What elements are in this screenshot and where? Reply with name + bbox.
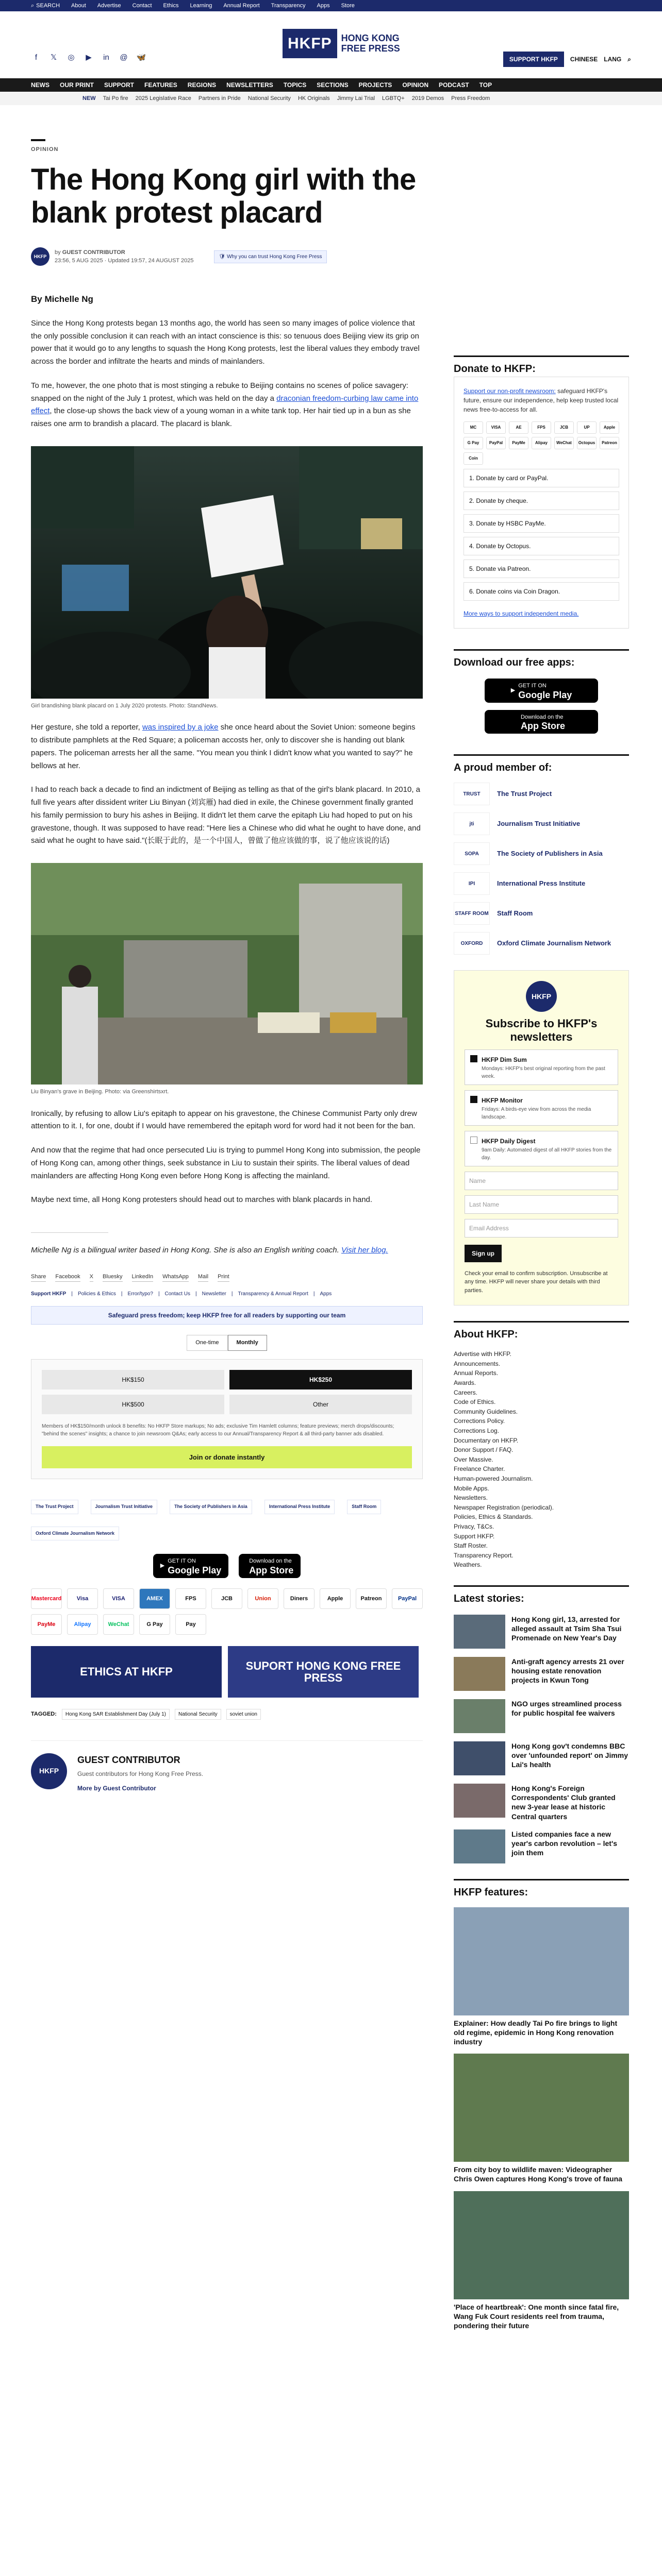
linkedin-icon[interactable]: in	[103, 53, 109, 62]
tags	[31, 1709, 423, 1720]
footer-link[interactable]: Transparency & Annual Report	[238, 1291, 308, 1297]
feature-image	[454, 2054, 629, 2162]
octopus-icon: Octopus	[577, 437, 597, 449]
member-item[interactable]: IPI International Press Institute	[454, 872, 629, 895]
checkbox[interactable]	[470, 1137, 477, 1144]
apple-pay-icon: Pay	[175, 1614, 206, 1635]
donate-option[interactable]: 3. Donate by HSBC PayMe.	[464, 514, 619, 533]
trending-bar	[0, 92, 662, 105]
paragraph: And now that the regime that had once persecuted Liu is trying to pummel Hong Kong into submission, the people of Hong Kong can, among other things, seek substance in Liu to sustain their spirits. The liberal values of dead mainlanders are affecting Hong Kong even before Hong Kong is affecting the mainland.	[31, 1146, 421, 1180]
join-donate-button[interactable]: Join or donate instantly	[42, 1446, 412, 1469]
newsletter-option[interactable]: HKFP Daily Digest 9am Daily: Automated digest of all HKFP stories from the day.	[465, 1131, 618, 1166]
nav-item-topics[interactable]: TOPICS	[283, 81, 307, 89]
amex-icon: AE	[509, 421, 528, 434]
threads-icon[interactable]: @	[120, 53, 128, 62]
visa-icon: VISA	[486, 421, 506, 434]
share-label: Share	[31, 1273, 46, 1282]
share-linkedin[interactable]: LinkedIn	[132, 1273, 154, 1282]
about-heading: About HKFP:	[454, 1321, 629, 1342]
payme-icon: PayMe	[31, 1614, 62, 1635]
about-link[interactable]: Weathers.	[454, 1561, 482, 1569]
paragraph: Her gesture, she told a reporter, was inspired by a joke she once heard about the Soviet Union: someone begins to distribute pamphlets at the Red Square; a policeman accosts her, only to discover she is handing out blank papers. The policeman arrests her all the same. "You mean you think I didn't know what you wanted to say?" he bellows at her.	[31, 723, 416, 770]
sidebar	[454, 355, 629, 2330]
about-link[interactable]: Announcements.	[454, 1360, 501, 1367]
coin-icon: Coin	[464, 452, 483, 465]
language-link[interactable]: LANG	[604, 56, 622, 63]
topbar-link-contact[interactable]: Contact	[132, 2, 152, 9]
share-bar	[31, 1273, 423, 1282]
about-link[interactable]: Careers.	[454, 1388, 478, 1396]
footer-link[interactable]: Contact Us	[164, 1291, 191, 1297]
trending-item[interactable]: 2025 Legislative Race	[135, 95, 191, 101]
donate-option[interactable]: 5. Donate via Patreon.	[464, 560, 619, 578]
paypal-icon: PayPal	[486, 437, 506, 449]
trending-item[interactable]: Press Freedom	[451, 95, 490, 101]
wechat-pay-icon: WeChat	[103, 1614, 134, 1635]
more-ways-link[interactable]: More ways to support independent media.	[464, 610, 579, 617]
footer-link[interactable]: Policies & Ethics	[77, 1291, 116, 1297]
nav-item-features[interactable]: FEATURES	[144, 81, 177, 89]
feature-story[interactable]: From city boy to wildlife maven: Videographer Chris Owen captures Hong Kong's trove of fauna	[454, 2054, 629, 2183]
topbar-link-transparency[interactable]: Transparency	[271, 2, 306, 9]
nav-item-opinion[interactable]: OPINION	[402, 81, 428, 89]
play-icon: ▶	[160, 1563, 165, 1569]
app-store-button[interactable]: Download on the App Store	[239, 1554, 301, 1578]
support-banner[interactable]: SUPORT HONG KONG FREE PRESS	[228, 1646, 419, 1698]
social-links	[31, 53, 146, 63]
newsletter-footer: Check your email to confirm subscription. Unsubscribe at any time. HKFP will never share your details with third parties.	[465, 1270, 608, 1294]
about-link[interactable]: Staff Roster.	[454, 1542, 488, 1550]
latest-story[interactable]: Anti-graft agency arrests 21 over housing estate renovation projects in Kwun Tong	[454, 1657, 629, 1691]
member-benefits-note: Members of HK$150/month unlock 8 benefits: No HKFP Store markups; No ads; exclusive Tim Hamlett columns; feature previews; merch drops/discounts; "behind the scenes" insights; a chance to join newsroom Q&As; early access to our Annual/Transparency Report & all third-party banner ads disabled.	[42, 1423, 394, 1437]
top-utility-bar	[0, 0, 662, 11]
about-link[interactable]: Newsletters.	[454, 1494, 488, 1502]
tag[interactable]: National Security	[175, 1709, 221, 1720]
trending-item[interactable]: Partners in Pride	[198, 95, 241, 101]
nav-item-projects[interactable]: PROJECTS	[358, 81, 392, 89]
app-store-buttons	[31, 1554, 423, 1578]
ipi-logo[interactable]: International Press Institute	[264, 1500, 335, 1514]
byline-text: by GUEST CONTRIBUTOR 23:56, 5 AUG 2025 · Updated 19:57, 24 AUGUST 2025	[55, 248, 193, 265]
member-item[interactable]: OXFORD Oxford Climate Journalism Network	[454, 932, 629, 955]
visa-icon: VISA	[103, 1588, 134, 1609]
share-whatsapp[interactable]: WhatsApp	[162, 1273, 189, 1282]
facebook-icon[interactable]: f	[35, 53, 38, 62]
story-thumbnail	[454, 1699, 505, 1733]
share-facebook[interactable]: Facebook	[55, 1273, 80, 1282]
about-link[interactable]: Newspaper Registration (periodical).	[454, 1503, 554, 1511]
toggle-one-time[interactable]: One-time	[187, 1335, 227, 1351]
paragraph: To me, however, the one photo that is most stinging a rebuke to Beijing contains no scenes of police savagery: snapped on the night of the July 1 protest, which was held on the day a draconian freedom-curbing law came into effect, the close-up shows the back view of a young woman in a white tank top. Her hair tied up in a bun as she raises one arm to brandish a placard. The placard is blank.	[31, 381, 419, 429]
donate-heading: Donate to HKFP:	[454, 355, 629, 377]
google-play-button[interactable]: ▶ GET IT ON Google Play	[153, 1554, 229, 1578]
newsletter-title: Subscribe to HKFP's newsletters	[485, 1017, 598, 1044]
jti-logo[interactable]: Journalism Trust Initiative	[91, 1500, 158, 1514]
site-header	[0, 11, 662, 78]
about-link[interactable]: Human-powered Journalism.	[454, 1475, 533, 1482]
trending-item[interactable]: Tai Po fire	[103, 95, 128, 101]
amount-option-selected[interactable]: HK$250	[229, 1370, 412, 1389]
story-thumbnail	[454, 1829, 505, 1863]
trending-item[interactable]: 2019 Demos	[411, 95, 444, 101]
apple-pay-icon: Apple	[320, 1588, 351, 1609]
donation-widget	[31, 1359, 423, 1480]
google-pay-icon: G Pay	[139, 1614, 170, 1635]
sign-up-button[interactable]: Sign up	[465, 1245, 502, 1262]
topbar-search[interactable]: ⌕ SEARCH	[31, 2, 60, 10]
instagram-icon[interactable]: ◎	[68, 53, 75, 62]
about-link[interactable]: Donor Support / FAQ.	[454, 1446, 514, 1454]
footer-link[interactable]: Newsletter	[202, 1291, 226, 1297]
trust-project-logo[interactable]: The Trust Project	[31, 1500, 78, 1514]
tag[interactable]: Hong Kong SAR Establishment Day (July 1)	[62, 1709, 170, 1720]
author-card	[31, 1740, 423, 1793]
jcb-icon: JCB	[211, 1588, 242, 1609]
article-dates: 23:56, 5 AUG 2025 · Updated 19:57, 24 AUGUST 2025	[55, 258, 194, 264]
photo-caption: Liu Binyan's grave in Beijing. Photo: via Greenshirtsxrt.	[31, 1089, 169, 1095]
topbar-link-advertise[interactable]: Advertise	[97, 2, 121, 9]
jcb-icon: JCB	[554, 421, 574, 434]
alipay-icon: Alipay	[67, 1614, 98, 1635]
trending-item[interactable]: National Security	[247, 95, 291, 101]
member-item[interactable]: jti Journalism Trust Initiative	[454, 812, 629, 835]
share-x[interactable]: X	[90, 1273, 93, 1282]
author-card-name[interactable]: GUEST CONTRIBUTOR	[77, 1754, 180, 1765]
photo-caption: Girl brandishing blank placard on 1 July 2020 protests. Photo: StandNews.	[31, 702, 218, 709]
divider	[31, 1232, 108, 1233]
share-bluesky[interactable]: Bluesky	[103, 1273, 123, 1282]
kicker-rule	[31, 139, 45, 141]
alipay-icon: Alipay	[532, 437, 551, 449]
blog-link[interactable]: Visit her blog.	[341, 1246, 388, 1255]
features-heading: HKFP features:	[454, 1879, 629, 1900]
unionpay-icon: Union	[247, 1588, 278, 1609]
byline	[31, 247, 423, 266]
nav-item-news[interactable]: NEWS	[31, 81, 49, 89]
diners-icon: Diners	[284, 1588, 315, 1609]
nav-item-regions[interactable]: REGIONS	[187, 81, 217, 89]
member-item[interactable]: STAFF ROOM Staff Room	[454, 902, 629, 925]
story-thumbnail	[454, 1615, 505, 1649]
ethics-banner[interactable]: ETHICS AT HKFP	[31, 1646, 222, 1698]
chinese-link[interactable]: CHINESE	[570, 56, 598, 63]
mastercard-icon: Mastercard	[31, 1588, 62, 1609]
sidebar-app-buttons	[454, 679, 629, 734]
topbar-link-apps[interactable]: Apps	[317, 2, 330, 9]
paragraph: Maybe next time, all Hong Kong protesters should head out to marches with blank placards in hand.	[31, 1195, 373, 1205]
logo-mark: HKFP	[283, 29, 337, 58]
share-print[interactable]: Print	[218, 1273, 229, 1282]
author-bio: Michelle Ng is a bilingual writer based in Hong Kong. She is also an English writing coach. Visit her blog.	[31, 1246, 388, 1255]
about-link[interactable]: Support HKFP.	[454, 1532, 495, 1540]
member-item[interactable]: SOPA The Society of Publishers in Asia	[454, 842, 629, 865]
promo-banners	[31, 1646, 423, 1698]
amount-option[interactable]: HK$500	[42, 1395, 224, 1414]
inline-link[interactable]: draconian freedom-curbing law came into effect	[31, 394, 419, 416]
visa-icon: Visa	[67, 1588, 98, 1609]
paypal-icon: PayPal	[392, 1588, 423, 1609]
apps-heading: Download our free apps:	[454, 649, 629, 670]
inline-link[interactable]: was inspired by a joke	[142, 723, 219, 732]
footer-link[interactable]: Support HKFP	[31, 1291, 67, 1297]
support-link[interactable]: Support our non-profit newsroom:	[464, 387, 556, 395]
topbar-link-learning[interactable]: Learning	[190, 2, 212, 9]
header-actions	[503, 52, 631, 67]
tag[interactable]: soviet union	[226, 1709, 261, 1720]
story-thumbnail	[454, 1784, 505, 1818]
about-link[interactable]: Privacy, T&Cs.	[454, 1522, 494, 1530]
about-link[interactable]: Over Massive.	[454, 1455, 493, 1463]
author-card-avatar[interactable]: HKFP	[31, 1753, 67, 1789]
newsletter-option[interactable]: HKFP Monitor Fridays: A birds-eye view from across the media landscape.	[465, 1090, 618, 1126]
paragraph: I had to reach back a decade to find an indictment of Beijing as telling as that of the girl's blank placard. In 2010, a full five years after dissident writer Liu Binyan (刘宾雁) had died in exile, the Chinese government finally granted his family permission to bury his ashes in Beijing. It didn't let them carve the epitaph Liu had hoped to put on his gravestone, though. It was supposed to have read: "Here lies a Chinese who did what he ought to have done, and said what he ought to have said."(长眠于此的，是一个中国人，曾做了他应该做的事，说了他应该说的话)	[31, 785, 421, 845]
logo-wordmark: HONG KONG FREE PRESS	[341, 32, 400, 54]
x-icon[interactable]: 𝕏	[50, 53, 57, 62]
topbar-link-ethics[interactable]: Ethics	[163, 2, 179, 9]
latest-story[interactable]: Hong Kong gov't condemns BBC over 'unfounded report' on Jimmy Lai's health	[454, 1741, 629, 1775]
donate-option[interactable]: 1. Donate by card or PayPal.	[464, 469, 619, 487]
article-kicker[interactable]: OPINION	[31, 146, 59, 152]
search-icon[interactable]: ⌕	[627, 56, 631, 63]
trending-item[interactable]: Jimmy Lai Trial	[337, 95, 375, 101]
main-nav	[0, 78, 662, 92]
more-by-author-link[interactable]: More by Guest Contributor	[77, 1784, 156, 1792]
nav-item-our-print[interactable]: OUR PRINT	[60, 81, 94, 89]
about-link[interactable]: Corrections Policy.	[454, 1417, 505, 1425]
donate-box: Support our non-profit newsroom: safeguard HKFP's future, ensure our independence, help keep trusted local news free-to-access for all. MC VISA AE FPS JCB UP Apple G Pay PayPal PayMe Alipay WeChat Octopus Patreon Coin 1. Donate by card or PayPal. 2. Donate by cheque. 3. Donate by HSBC PayMe. 4. Donate by Octopus. 5. Donate via Patreon. 6. Donate coins via Coin Dragon. More ways to support independent media.	[454, 377, 629, 629]
grave-photo	[31, 863, 423, 1084]
bluesky-icon[interactable]: 🦋	[136, 53, 146, 62]
fps-icon: FPS	[175, 1588, 206, 1609]
site-logo[interactable]	[283, 29, 400, 58]
member-heading: A proud member of:	[454, 754, 629, 775]
nav-item-top[interactable]: TOP	[479, 81, 492, 89]
newsletter-badge: HKFP	[526, 981, 557, 1012]
checkbox-checked[interactable]	[470, 1096, 477, 1103]
safeguard-banner[interactable]: Safeguard press freedom; keep HKFP free for all readers by supporting our team	[31, 1306, 423, 1325]
play-icon: ▶	[510, 687, 516, 693]
paragraph: Ironically, by refusing to allow Liu's epitaph to appear on his gravestone, the Chinese Communist Party only drew attention to it. I, for one, doubt if I would have remembered the epitaph word for word had it not been for the ban.	[31, 1109, 417, 1131]
topbar-link-store[interactable]: Store	[341, 2, 355, 9]
about-link[interactable]: Corrections Log.	[454, 1427, 500, 1435]
apple-pay-icon: Apple	[600, 421, 619, 434]
feature-image	[454, 1907, 629, 2015]
author-line: By Michelle Ng	[31, 294, 93, 304]
member-item[interactable]: TRUST The Trust Project	[454, 783, 629, 805]
patreon-icon: Patreon	[600, 437, 619, 449]
article	[31, 139, 423, 1793]
newsletter-signup	[454, 970, 629, 1306]
app-store-button[interactable]: Download on the App Store	[485, 710, 598, 734]
tagged-label: TAGGED:	[31, 1711, 57, 1718]
nav-item-podcast[interactable]: PODCAST	[438, 81, 469, 89]
support-hkfp-button[interactable]: SUPPORT HKFP	[503, 52, 564, 67]
trending-item[interactable]: HK Originals	[297, 95, 330, 101]
search-icon: ⌕	[31, 2, 35, 9]
about-link[interactable]: Mobile Apps.	[454, 1484, 489, 1492]
oxford-logo[interactable]: Oxford Climate Journalism Network	[31, 1527, 119, 1541]
article-title: The Hong Kong girl with the blank protest placard	[31, 162, 416, 230]
about-link[interactable]: Community Guidelines.	[454, 1408, 518, 1415]
story-thumbnail	[454, 1741, 505, 1775]
feature-story[interactable]: Explainer: How deadly Tai Po fire brings to light old regime, epidemic in Hong Kong renovation industry	[454, 1907, 629, 2047]
author-avatar[interactable]: HKFP	[31, 247, 49, 266]
payme-icon: PayMe	[509, 437, 528, 449]
google-pay-icon: G Pay	[464, 437, 483, 449]
about-list	[454, 1349, 629, 1570]
toggle-monthly[interactable]: Monthly	[228, 1335, 267, 1351]
fps-icon: FPS	[532, 421, 551, 434]
trending-label: NEW	[82, 95, 96, 101]
email-field[interactable]: Email Address	[465, 1219, 618, 1238]
amount-option[interactable]: HK$150	[42, 1370, 224, 1389]
mastercard-icon: MC	[464, 421, 483, 434]
sopa-logo[interactable]: The Society of Publishers in Asia	[170, 1500, 252, 1514]
latest-story[interactable]: Hong Kong's Foreign Correspondents' Club granted new 3-year lease at historic Central quarters	[454, 1784, 629, 1821]
about-link[interactable]: Awards.	[454, 1379, 476, 1387]
about-link[interactable]: Transparency Report.	[454, 1551, 514, 1559]
payment-methods	[31, 1588, 423, 1635]
author-card-desc: Guest contributors for Hong Kong Free Press.	[77, 1770, 204, 1777]
topbar-link-about[interactable]: About	[71, 2, 86, 9]
footer-link[interactable]: Error/typo?	[127, 1291, 153, 1297]
donation-frequency-toggle	[31, 1335, 423, 1351]
nav-item-newsletters[interactable]: NEWSLETTERS	[226, 81, 273, 89]
article-footer-links: Support HKFP | Policies & Ethics | Error/typo? | Contact Us | Newsletter | Transparency & Annual Report | Apps	[31, 1291, 332, 1297]
wechat-pay-icon: WeChat	[554, 437, 574, 449]
footer-link[interactable]: Apps	[320, 1291, 332, 1297]
author-link[interactable]: GUEST CONTRIBUTOR	[62, 249, 125, 256]
donate-option[interactable]: 4. Donate by Octopus.	[464, 537, 619, 555]
donate-option[interactable]: 6. Donate coins via Coin Dragon.	[464, 582, 619, 601]
share-mail[interactable]: Mail	[198, 1273, 208, 1282]
protest-photo	[31, 446, 423, 699]
about-link[interactable]: Code of Ethics.	[454, 1398, 496, 1406]
feature-story[interactable]: 'Place of heartbreak': One month since fatal fire, Wang Fuk Court residents reel from trauma, pondering their future	[454, 2191, 629, 2331]
youtube-icon[interactable]: ▶	[86, 53, 92, 62]
partner-logos	[31, 1500, 423, 1540]
paragraph: Since the Hong Kong protests began 13 months ago, the world has seen so many images of police violence that the only possible conclusion it can reach with an intact conscience is this: so tenuous does Beijing view its grip on power that it would go to any lengths to squash the Hong Kong protests, lest the liberal values they embody travel across the border and infiltrate the hearts and minds of mainlanders.	[31, 318, 420, 366]
amount-option-other[interactable]: Other	[229, 1395, 412, 1414]
unionpay-icon: UP	[577, 421, 597, 434]
latest-story[interactable]: NGO urges streamlined process for public hospital fee waivers	[454, 1699, 629, 1733]
name-field[interactable]: Name	[465, 1172, 618, 1190]
checkbox-checked[interactable]	[470, 1055, 477, 1062]
trending-item[interactable]: LGBTQ+	[382, 95, 405, 101]
last-name-field[interactable]: Last Name	[465, 1195, 618, 1214]
newsletter-option[interactable]: HKFP Dim Sum Mondays: HKFP's best original reporting from the past week.	[465, 1049, 618, 1085]
latest-heading: Latest stories:	[454, 1585, 629, 1606]
donate-pay-icons	[464, 421, 619, 465]
patreon-icon: Patreon	[356, 1588, 387, 1609]
about-link[interactable]: Annual Reports.	[454, 1369, 499, 1377]
nav-item-support[interactable]: SUPPORT	[104, 81, 135, 89]
about-link[interactable]: Freelance Charter.	[454, 1465, 505, 1473]
about-link[interactable]: Documentary on HKFP.	[454, 1436, 519, 1444]
staff-room-logo[interactable]: Staff Room	[347, 1500, 381, 1514]
amex-icon: AMEX	[139, 1588, 170, 1609]
trust-link[interactable]: 🛡 Why you can trust Hong Kong Free Press	[214, 250, 326, 263]
nav-item-sections[interactable]: SECTIONS	[317, 81, 349, 89]
about-link[interactable]: Advertise with HKFP.	[454, 1350, 511, 1358]
about-link[interactable]: Policies, Ethics & Standards.	[454, 1513, 533, 1521]
google-play-button[interactable]: ▶ GET IT ON Google Play	[485, 679, 598, 703]
donate-option[interactable]: 2. Donate by cheque.	[464, 492, 619, 510]
topbar-link-annual-report[interactable]: Annual Report	[223, 2, 260, 9]
feature-image	[454, 2191, 629, 2299]
latest-story[interactable]: Listed companies face a new year's carbon revolution – let's join them	[454, 1829, 629, 1863]
shield-icon: 🛡	[219, 253, 226, 260]
latest-story[interactable]: Hong Kong girl, 13, arrested for alleged assault at Tsim Sha Tsui Promenade on New Year's Day	[454, 1615, 629, 1649]
story-thumbnail	[454, 1657, 505, 1691]
